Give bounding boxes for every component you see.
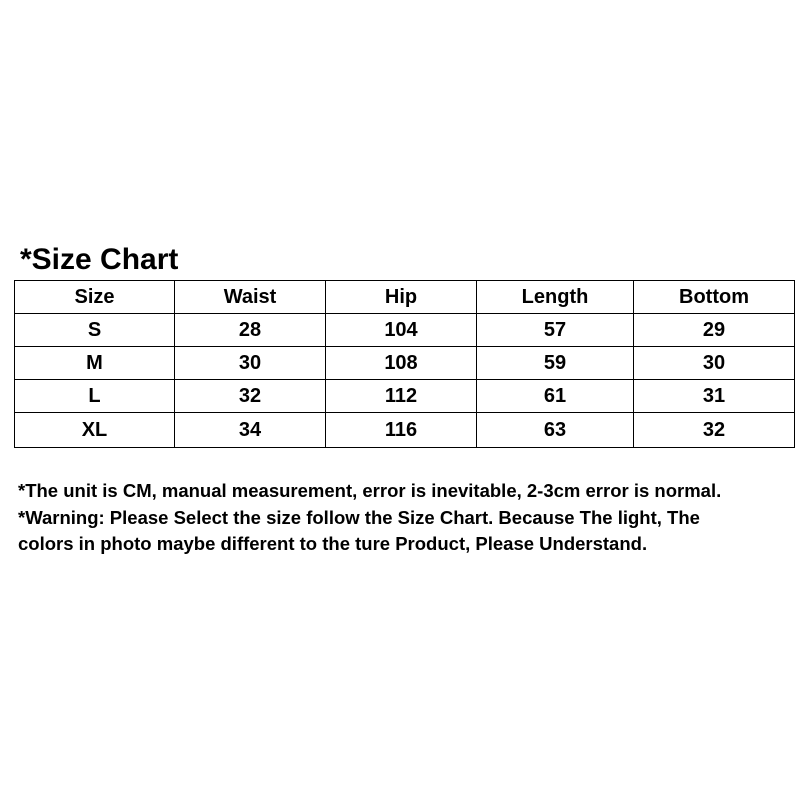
cell-waist: 28 [175, 314, 326, 347]
cell-size: XL [15, 413, 175, 448]
table-row [15, 347, 795, 380]
size-chart-table [14, 280, 795, 448]
cell-length: 57 [477, 314, 634, 347]
cell-hip: 104 [326, 314, 477, 347]
cell-hip: 116 [326, 413, 477, 448]
cell-hip: 112 [326, 380, 477, 413]
column-header-size: Size [15, 281, 175, 314]
cell-length: 59 [477, 347, 634, 380]
cell-size: S [15, 314, 175, 347]
cell-bottom: 32 [634, 413, 795, 448]
warning-note-continued: colors in photo maybe different to the ture Product, Please Understand. [18, 533, 648, 554]
cell-size: L [15, 380, 175, 413]
page-title: *Size Chart [20, 243, 179, 276]
cell-hip: 108 [326, 347, 477, 380]
warning-note: *Warning: Please Select the size follow the Size Chart. Because The light, The [18, 506, 700, 528]
table-header-row [15, 281, 795, 314]
cell-bottom: 31 [634, 380, 795, 413]
cell-waist: 32 [175, 380, 326, 413]
cell-bottom: 29 [634, 314, 795, 347]
notes-block [18, 478, 798, 558]
cell-size: M [15, 347, 175, 380]
column-header-bottom: Bottom [634, 281, 795, 314]
table-row [15, 413, 795, 448]
cell-length: 63 [477, 413, 634, 448]
unit-note: *The unit is CM, manual measurement, error is inevitable, 2-3cm error is normal. [18, 480, 722, 501]
table-row [15, 380, 795, 413]
column-header-hip: Hip [326, 281, 477, 314]
column-header-length: Length [477, 281, 634, 314]
cell-waist: 34 [175, 413, 326, 448]
column-header-waist: Waist [175, 281, 326, 314]
table-row [15, 314, 795, 347]
cell-bottom: 30 [634, 347, 795, 380]
cell-waist: 30 [175, 347, 326, 380]
cell-length: 61 [477, 380, 634, 413]
